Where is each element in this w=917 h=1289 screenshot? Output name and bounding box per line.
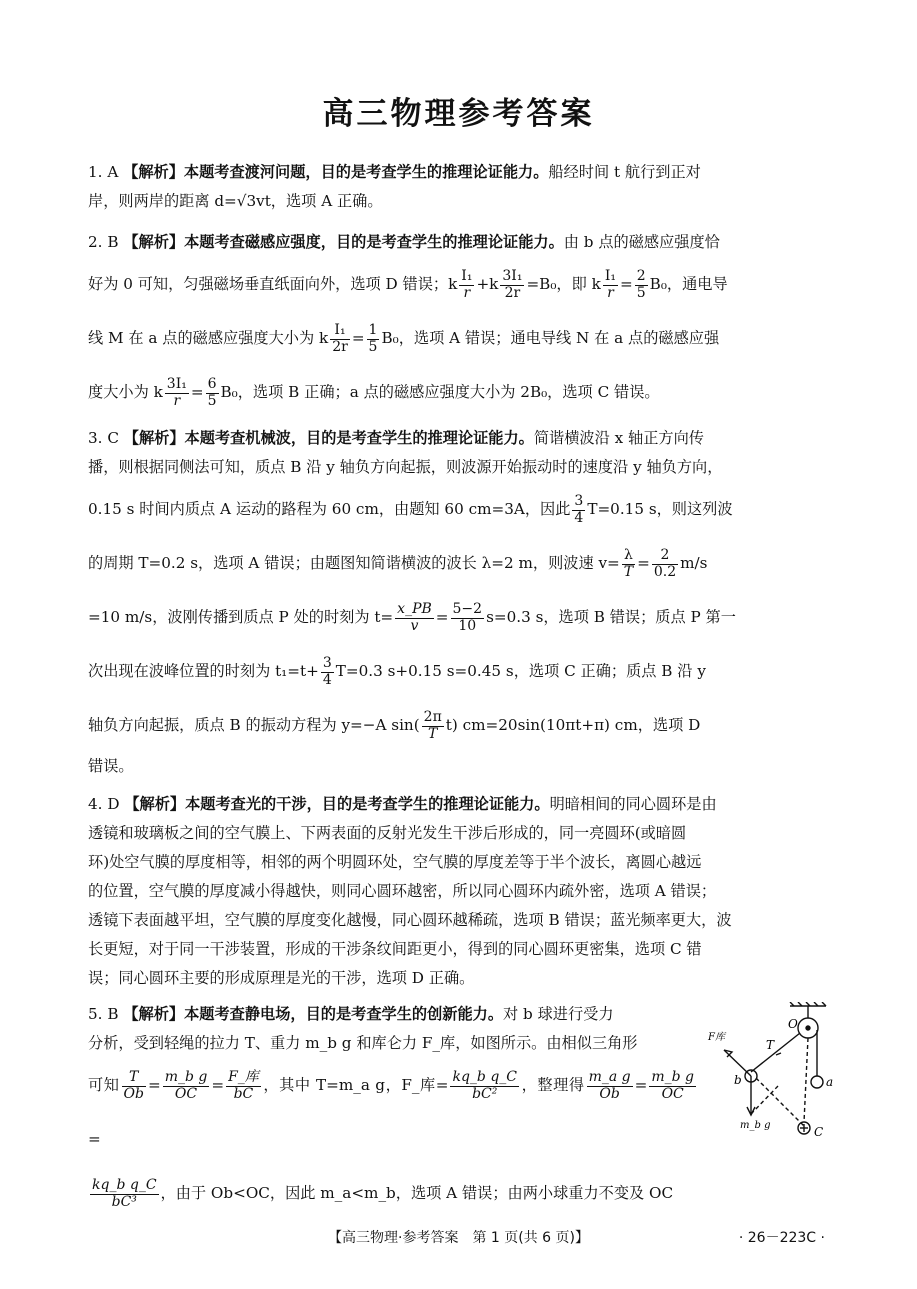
q4-line2: 透镜和玻璃板之间的空气膜上、下两表面的反射光发生干涉后形成的，同一亮圆环(或暗圆 xyxy=(88,824,687,842)
q2-tag: 【解析】 xyxy=(123,233,185,251)
q5-line1: 对 b 球进行受力 xyxy=(503,1005,614,1023)
footer-code: · 26－223C · xyxy=(738,1230,825,1246)
question-5 xyxy=(88,1000,698,1220)
force-diagram xyxy=(704,1002,844,1142)
q3-line3: 0.15 s 时间内质点 A 运动的路程为 60 cm，由题知 60 cm=3A，因此 $\frac{3}{4}$ T=0.15 s，则这列波 xyxy=(88,493,733,526)
q5-line4: $\frac{\text{kq\_b q\_C}}{\text{bC³}}$ ，由于 Ob<OC，因此 m_a<m_b，选项 A 错误；由两小球重力不变及 OC xyxy=(92,1177,674,1210)
question-3 xyxy=(88,424,830,781)
q1-line1: 船经时间 t 航行到正对 xyxy=(548,163,701,181)
footer-center: 【高三物理·参考答案 第 1 页(共 6 页)】 xyxy=(328,1230,589,1246)
q3-line4: 的周期 T=0.2 s，选项 A 错误；由题图知简谐横波的波长 λ=2 m，则波速 v= $\frac{\lambda}{T}$ = $\frac{2}{0.2}$ m/s xyxy=(88,547,708,580)
q4-line1: 明暗相间的同心圆环是由 xyxy=(549,795,717,813)
q4-line7: 误；同心圆环主要的形成原理是光的干涉，选项 D 正确。 xyxy=(88,969,475,987)
q4-line3: 环)处空气膜的厚度相等，相邻的两个明圆环处，空气膜的厚度差等于半个波长，离圆心越远 xyxy=(88,853,702,871)
label-C: C xyxy=(814,1125,824,1139)
question-2 xyxy=(88,228,830,419)
q1-tag: 【解析】 xyxy=(123,163,184,181)
q3-line5: =10 m/s，波刚传播到质点 P 处的时刻为 t= $\frac{x\_PB}{v}$ = $\frac{5-2}{10}$ s=0.3 s，选项 B 错误；质点 P 第一 xyxy=(88,601,736,634)
q4-line4: 的位置，空气膜的厚度减小得越快，则同心圆环越密，所以同心圆环内疏外密，选项 A 错误； xyxy=(88,882,717,900)
question-1 xyxy=(88,158,830,216)
q3-focus: 本题考查机械波，目的是考查学生的推理论证能力。 xyxy=(184,429,534,447)
q4-number: 4. D xyxy=(88,795,120,813)
label-F: F库 xyxy=(708,1032,725,1043)
q2-line3: 线 M 在 a 点的磁感应强度大小为 k $\frac{\text{I₁}}{2r}$ = $\frac{1}{5}$ B₀，选项 A 错误；通电导线 N 在 a 点的磁感应强 xyxy=(88,322,720,355)
q1-focus: 本题考查渡河问题，目的是考查学生的推理论证能力。 xyxy=(183,163,549,181)
q5-line3: 可知 $\frac{T}{Ob}$ = $\frac{\text{m\_b g}}{OC}$ = $\frac{\text{F\_库}}{bC}$ ，其中 T=m_a g，F_库= $\frac{\text{kq\_b q\_C}}{\text{bC²}}$ ，整理得 $\frac{\text{m\_a g}}{Ob}$ = $\frac{\text{m\_b g}}{OC}$ = xyxy=(88,1069,695,1148)
label-O: O xyxy=(788,1017,798,1031)
q1-line2: 岸，则两岸的距离 d=√3vt，选项 A 正确。 xyxy=(88,192,383,210)
q5-tag: 【解析】 xyxy=(123,1005,185,1023)
q3-line1: 简谐横波沿 x 轴正方向传 xyxy=(533,429,704,447)
q3-line8: 错误。 xyxy=(88,757,134,775)
q5-line2: 分析，受到轻绳的拉力 T、重力 m_b g 和库仑力 F_库，如图所示。由相似三角形 xyxy=(88,1034,638,1052)
q5-number: 5. B xyxy=(88,1005,119,1023)
q2-focus: 本题考查磁感应强度，目的是考查学生的推理论证能力。 xyxy=(184,233,564,251)
q3-tag: 【解析】 xyxy=(123,429,185,447)
q3-number: 3. C xyxy=(88,429,119,447)
q4-line5: 透镜下表面越平坦，空气膜的厚度变化越慢，同心圆环越稀疏，选项 B 错误；蓝光频率更大，波 xyxy=(88,911,732,929)
q5-focus: 本题考查静电场，目的是考查学生的创新能力。 xyxy=(184,1005,503,1023)
q3-line2: 播，则根据同侧法可知，质点 B 沿 y 轴负方向起振，则波源开始振动时的速度沿 y 轴负方向， xyxy=(88,458,723,476)
q2-line2: 好为 0 可知，匀强磁场垂直纸面向外，选项 D 错误；k $\frac{\text{I₁}}{r}$ +k $\frac{\text{3I₁}}{2r}$ =B₀，即 k $\frac{\text{I₁}}{r}$ = $\frac{2}{5}$ B₀，通电导 xyxy=(88,268,728,301)
q3-line6: 次出现在波峰位置的时刻为 t₁=t+ $\frac{3}{4}$ T=0.3 s+0.15 s=0.45 s，选项 C 正确；质点 B 沿 y xyxy=(88,655,706,688)
label-mbg: m_b g xyxy=(740,1120,771,1131)
page-title: 高三物理参考答案 xyxy=(322,96,595,132)
q2-number: 2. B xyxy=(88,233,119,251)
q4-tag: 【解析】 xyxy=(124,795,186,813)
label-a: a xyxy=(826,1075,834,1089)
label-T: T xyxy=(766,1038,775,1052)
q4-line6: 长更短，对于同一干涉装置，形成的干涉条纹间距更小，得到的同心圆环更密集，选项 C 错 xyxy=(88,940,702,958)
question-4 xyxy=(88,790,830,993)
q3-line7: 轴负方向起振，质点 B 的振动方程为 y=−A sin( $\frac{2\pi}{T}$ t) cm=20sin(10πt+π) cm，选项 D xyxy=(88,709,701,742)
q4-focus: 本题考查光的干涉，目的是考查学生的推理论证能力。 xyxy=(185,795,550,813)
q2-line4: 度大小为 k $\frac{\text{3I₁}}{r}$ = $\frac{6}{5}$ B₀，选项 B 正确；a 点的磁感应强度大小为 2B₀，选项 C 错误。 xyxy=(88,376,660,409)
q1-number: 1. A xyxy=(88,163,119,181)
q2-line1: 由 b 点的磁感应强度恰 xyxy=(563,233,720,251)
label-b: b xyxy=(734,1073,742,1087)
